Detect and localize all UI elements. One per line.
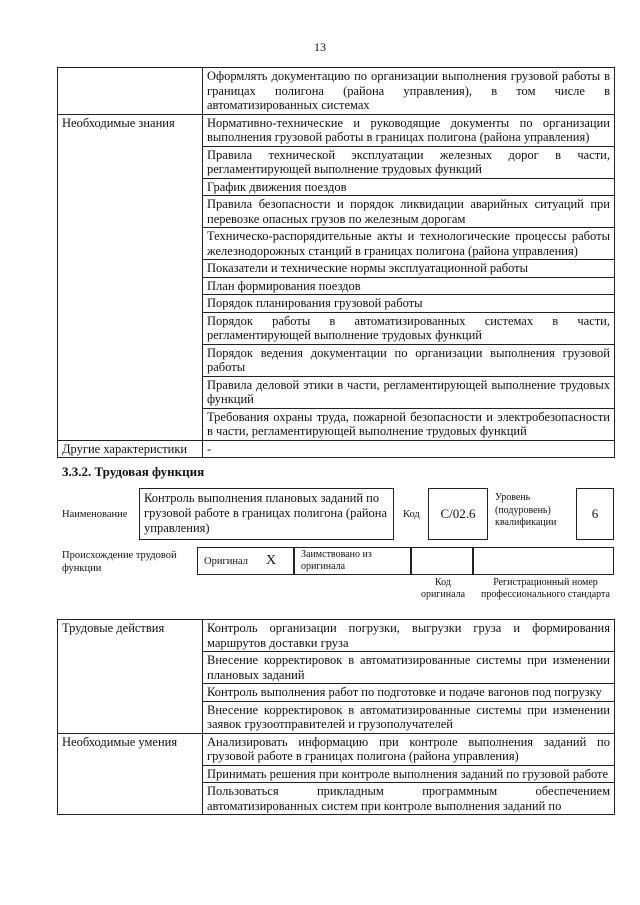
table-cell: План формирования поездов	[203, 277, 615, 295]
code-label: Код	[403, 509, 420, 520]
table-row	[58, 620, 615, 652]
borrowed-box	[294, 547, 411, 575]
original-label: Оригинал	[204, 556, 248, 567]
table-cell: График движения поездов	[203, 178, 615, 196]
table-cell: Правила технической эксплуатации железных дорог в части, регламентирующей выполнение трудовых функций	[203, 146, 615, 178]
table-cell: Техническо-распорядительные акты и технологические процессы работы железнодорожных станций в границах полигона (района управления)	[203, 228, 615, 260]
table-cell: Принимать решения при контроле выполнения заданий по грузовой работе	[203, 765, 615, 783]
table-row	[58, 68, 615, 115]
table-row	[58, 440, 615, 458]
table-cell: Анализировать информацию при контроле выполнения заданий по грузовой работе в границах полигона (района управления)	[203, 733, 615, 765]
original-mark: X	[266, 553, 277, 568]
table-row	[58, 114, 615, 146]
reg-number-caption: Регистрационный номер профессионального стандарта	[481, 577, 610, 600]
original-code-box	[411, 547, 473, 575]
table-cell: Требования охраны труда, пожарной безопасности и электробезопасности в части, регламентирующей выполнение трудовых функций	[203, 408, 615, 440]
function-name-value: Контроль выполнения плановых заданий по грузовой работе в границах полигона (района управления)	[144, 491, 388, 535]
table-cell: Нормативно-технические и руководящие документы по организации выполнения грузовой работы в границах полигона (района управления)	[203, 114, 615, 146]
name-label: Наименование	[62, 509, 128, 520]
table-cell: Порядок ведения документации по организации выполнения грузовой работы	[203, 344, 615, 376]
code-value: С/02.6	[428, 488, 488, 540]
knowledge-table	[57, 67, 615, 458]
table-cell: Внесение корректировок в автоматизированные системы при изменении плановых заданий	[203, 652, 615, 684]
table-cell: Контроль выполнения работ по подготовке и подаче вагонов под погрузку	[203, 684, 615, 702]
table-cell: Правила безопасности и порядок ликвидации аварийных ситуаций при перевозке опасных грузов по железным дорогам	[203, 196, 615, 228]
level-value: 6	[576, 488, 614, 540]
function-name-box	[139, 488, 394, 540]
table-cell: Порядок планирования грузовой работы	[203, 295, 615, 313]
table-cell: Внесение корректировок в автоматизированные системы при изменении заявок грузоотправителей и грузополучателей	[203, 701, 615, 733]
page-number: 13	[314, 40, 326, 54]
table-cell: Пользоваться прикладным программным обеспечением автоматизированных систем при контроле выполнения заданий по	[203, 783, 615, 815]
row-label: Необходимые умения	[58, 733, 203, 815]
origin-label: Происхождение трудовой функции	[62, 550, 177, 574]
borrowed-label: Заимствовано из оригинала	[301, 549, 372, 572]
table-cell: -	[203, 440, 615, 458]
reg-number-box	[473, 547, 614, 575]
table-cell: Правила деловой этики в части, регламентирующей выполнение трудовых функций	[203, 376, 615, 408]
original-code-caption: Код оригинала	[420, 577, 466, 600]
level-label: Уровень (подуровень) квалификации	[495, 492, 557, 528]
row-label: Трудовые действия	[58, 620, 203, 734]
row-label: Другие характеристики	[58, 440, 203, 458]
original-box	[197, 547, 294, 575]
table-row	[58, 733, 615, 765]
table-cell: Контроль организации погрузки, выгрузки груза и формирования маршрутов доставки груза	[203, 620, 615, 652]
table-cell: Порядок работы в автоматизированных системах в части, регламентирующей выполнение трудовых функций	[203, 312, 615, 344]
row-label	[58, 68, 203, 115]
section-title: 3.3.2. Трудовая функция	[62, 464, 205, 479]
row-label: Необходимые знания	[58, 114, 203, 440]
table-cell: Оформлять документацию по организации выполнения грузовой работы в границах полигона (района управления), в том числе в автоматизированных системах	[203, 68, 615, 115]
table-cell: Показатели и технические нормы эксплуатационной работы	[203, 260, 615, 278]
actions-table	[57, 619, 615, 815]
